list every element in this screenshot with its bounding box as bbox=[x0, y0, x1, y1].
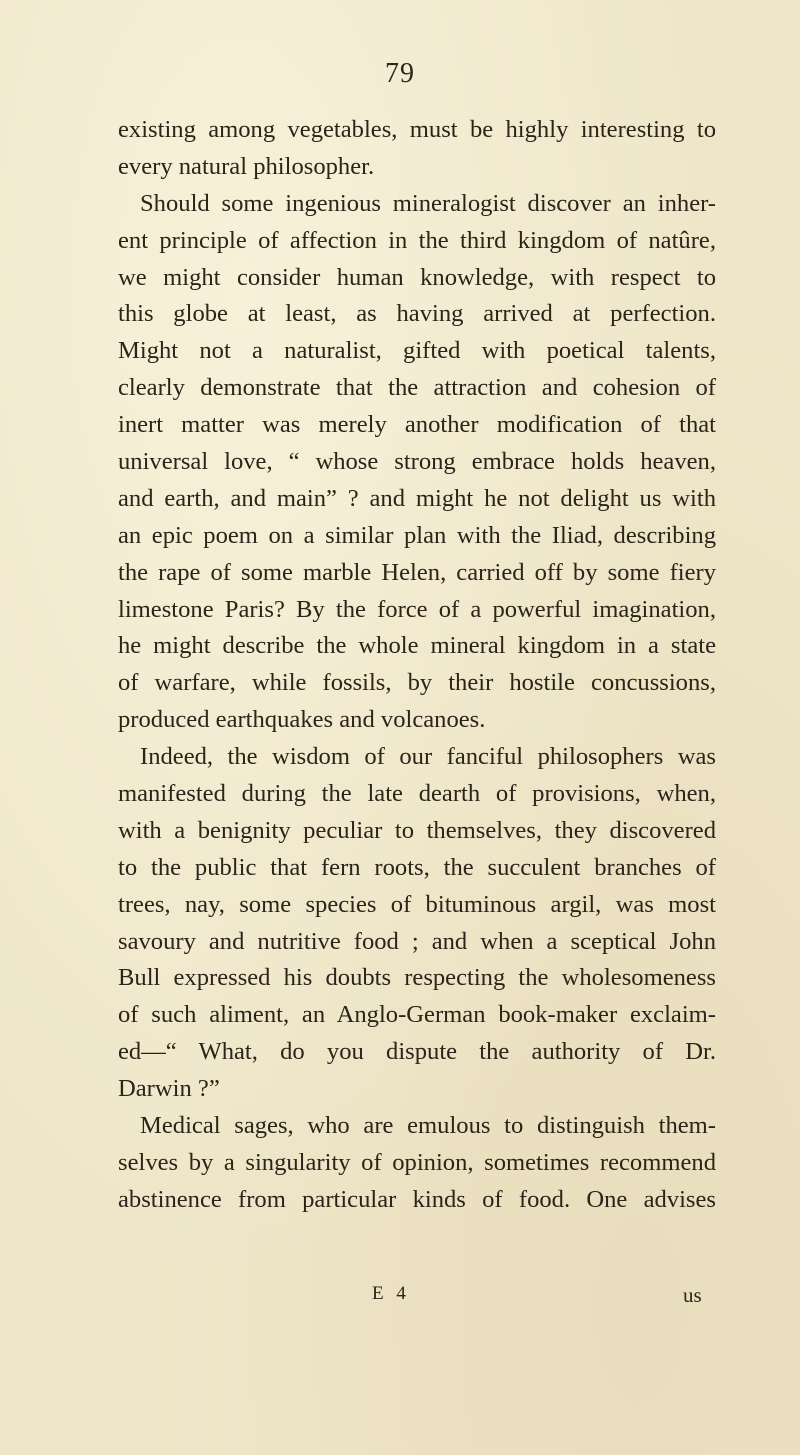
text-line: manifested during the late dearth of provisions, when, bbox=[118, 780, 716, 808]
page-footer bbox=[0, 1283, 800, 1313]
text-line: Should some ingenious mineralogist discover an inher- bbox=[140, 189, 716, 217]
text-line: abstinence from particular kinds of food. One advises bbox=[118, 1185, 716, 1213]
text-line: of warfare, while fossils, by their hostile concussions, bbox=[118, 669, 716, 697]
text-line: this globe at least, as having arrived at perfection. bbox=[118, 300, 716, 328]
signature-mark: E 4 bbox=[372, 1283, 410, 1304]
text-line: with a benignity peculiar to themselves, they discovered bbox=[118, 816, 716, 844]
text-line: every natural philosopher. bbox=[118, 152, 375, 180]
text-line: he might describe the whole mineral kingdom in a state bbox=[118, 632, 716, 660]
text-line: savoury and nutritive food ; and when a sceptical John bbox=[118, 927, 716, 955]
body-text bbox=[118, 112, 716, 1219]
text-line: clearly demonstrate that the attraction and cohesion of bbox=[118, 374, 716, 402]
text-line: Bull expressed his doubts respecting the wholesomeness bbox=[118, 964, 716, 992]
catchword: us bbox=[683, 1283, 702, 1307]
text-line: and earth, and main” ? and might he not delight us with bbox=[118, 484, 716, 512]
text-line: existing among vegetables, must be highly interesting to bbox=[118, 116, 716, 143]
text-line: trees, nay, some species of bituminous argil, was most bbox=[118, 890, 716, 918]
text-line: Darwin ?” bbox=[118, 1075, 220, 1103]
text-line: limestone Paris? By the force of a powerful imagination, bbox=[118, 595, 716, 623]
text-line: Indeed, the wisdom of our fanciful philosophers was bbox=[140, 743, 716, 771]
text-line: inert matter was merely another modification of that bbox=[118, 411, 716, 439]
text-line: an epic poem on a similar plan with the Iliad, describing bbox=[118, 521, 716, 549]
text-line: universal love, “ whose strong embrace holds heaven, bbox=[118, 448, 716, 476]
page-number: 79 bbox=[385, 58, 415, 89]
text-line: of such aliment, an Anglo-German book-maker exclaim- bbox=[118, 1001, 716, 1029]
text-line: the rape of some marble Helen, carried off by some fiery bbox=[118, 558, 716, 586]
text-line: Might not a naturalist, gifted with poetical talents, bbox=[118, 337, 716, 365]
text-line: ent principle of affection in the third kingdom of natûre, bbox=[118, 226, 716, 254]
text-line: selves by a singularity of opinion, sometimes recommend bbox=[118, 1148, 716, 1176]
text-line: to the public that fern roots, the succulent branches of bbox=[118, 853, 716, 881]
text-line: produced earthquakes and volcanoes. bbox=[118, 706, 486, 734]
text-line: we might consider human knowledge, with respect to bbox=[118, 263, 716, 291]
text-line: Medical sages, who are emulous to distinguish them- bbox=[140, 1112, 716, 1140]
text-line: ed—“ What, do you dispute the authority of Dr. bbox=[118, 1038, 716, 1066]
